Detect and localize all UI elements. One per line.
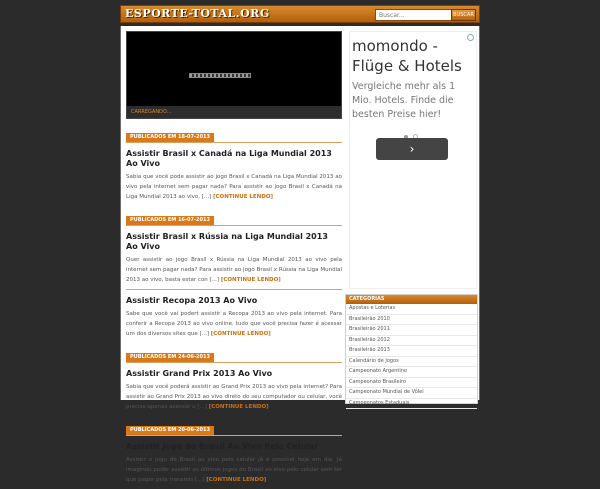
player-status: CARREGANDO... [127, 106, 341, 118]
excerpt-text: Quer assistir ao jogo Brasil x Rússia na Liga Mundial 2013 ao vivo pela internet sem pagar nada? Para assistir ao jogo Brasil x Rússia na Liga Mundial 2013 ao vivo, basta estar con [...] [126, 257, 342, 283]
post-excerpt [126, 382, 342, 412]
page-container [120, 26, 480, 483]
site-logo[interactable]: ESPORTE-TOTAL.ORG [125, 7, 270, 20]
divider [126, 362, 342, 363]
post-title[interactable]: Assistir Brasil x Rússia na Liga Mundial 2013 Ao Vivo [126, 232, 328, 251]
post-date: PUBLICADOS EM 18-07-2013 [126, 133, 214, 142]
site-header [120, 5, 480, 23]
search-button[interactable]: BUSCAR [451, 9, 476, 21]
post-title[interactable]: Assistir Jogo do Brasil Ao Vivo Pelo Celular [126, 442, 319, 451]
divider [126, 435, 342, 436]
search-input[interactable] [375, 9, 455, 21]
post-excerpt [126, 172, 342, 202]
post-title[interactable]: Assistir Grand Prix 2013 Ao Vivo [126, 369, 273, 378]
category-link[interactable]: Calendário de Jogos [346, 357, 477, 368]
divider [126, 289, 342, 290]
category-link[interactable]: Brasileirão 2010 [346, 315, 477, 326]
excerpt-text: Assistir o jogo do Brasil ao vivo pelo celular já é possível hoje em dia. Já imaginou poder assistir os últimos jogos do Brasil ao vivo pelo celular sem ter que pagar pela transmis [...] [126, 457, 342, 483]
excerpt-text: Sabe que você vai podert assistir a Recopa 2013 ao vivo pela internet. Para conferir a Recopa 2013 ao vivo online, tudo que você precisa fazer é acessar um dos diversos sites que [...] [126, 311, 342, 337]
video-player[interactable] [126, 31, 342, 119]
excerpt-text: Sabia que você poderá assistir ao Grand Prix 2013 ao vivo pela internet? Para assistir ao Grand Prix 2013 ao vivo direto do seu computador ou celular, você precisa apenas acessar u [...] [126, 384, 342, 410]
category-link[interactable]: Brasileirão 2011 [346, 325, 477, 336]
category-link[interactable]: Campeonato Mundial de Vôlei [346, 388, 477, 399]
excerpt-text: Sabia que você pode assistir ao jogo Brasil x Canadá na Liga Mundial 2013 ao vivo pela internet sem pagar nada? Para assistir ao jogo Brasil x Canadá na Liga Mundial 2013 ao vivo, [...] [126, 174, 342, 200]
categories-list [346, 304, 477, 409]
categories-title: CATEGORIAS [346, 295, 477, 304]
divider [126, 142, 342, 143]
post-excerpt [126, 455, 342, 485]
ad-headline[interactable]: momondo - Flüge & Hotels [352, 37, 462, 75]
ad-banner[interactable] [349, 31, 477, 289]
ad-next-button[interactable] [376, 138, 448, 160]
post-item [126, 123, 342, 202]
divider [126, 225, 342, 226]
category-link[interactable]: Campeonato Brasileiro [346, 378, 477, 389]
post-excerpt [126, 255, 342, 285]
loading-bar [189, 73, 251, 78]
category-link[interactable]: Brasileirão 2012 [346, 336, 477, 347]
post-date: PUBLICADOS EM 16-07-2013 [126, 216, 214, 225]
post-title[interactable]: Assistir Brasil x Canadá na Liga Mundial 2013 Ao Vivo [126, 149, 332, 168]
post-item [126, 289, 342, 339]
continue-reading-link[interactable]: [CONTINUE LENDO] [208, 404, 269, 410]
post-date: PUBLICADOS EM 20-06-2013 [126, 426, 214, 435]
category-link[interactable]: Apostas e Loterias [346, 304, 477, 315]
ad-copy: Vergleiche mehr als 1 Mio. Hotels. Finde die besten Preise hier! [352, 81, 456, 120]
post-title[interactable]: Assistir Recopa 2013 Ao Vivo [126, 296, 258, 305]
chevron-right-icon: › [409, 142, 415, 156]
categories-widget [345, 294, 478, 404]
continue-reading-link[interactable]: [CONTINUE LENDO] [206, 477, 267, 483]
category-link[interactable]: Campeonatos Estaduais [346, 399, 477, 410]
post-date: PUBLICADOS EM 24-06-2013 [126, 353, 214, 362]
post-item [126, 206, 342, 285]
post-list [126, 123, 342, 489]
continue-reading-link[interactable]: [CONTINUE LENDO] [210, 331, 271, 337]
post-excerpt [126, 309, 342, 339]
category-link[interactable]: Campeonato Argentino [346, 367, 477, 378]
continue-reading-link[interactable]: [CONTINUE LENDO] [220, 277, 281, 283]
post-item [126, 416, 342, 485]
continue-reading-link[interactable]: [CONTINUE LENDO] [213, 194, 273, 200]
post-item [126, 343, 342, 412]
category-link[interactable]: Brasileirão 2013 [346, 346, 477, 357]
